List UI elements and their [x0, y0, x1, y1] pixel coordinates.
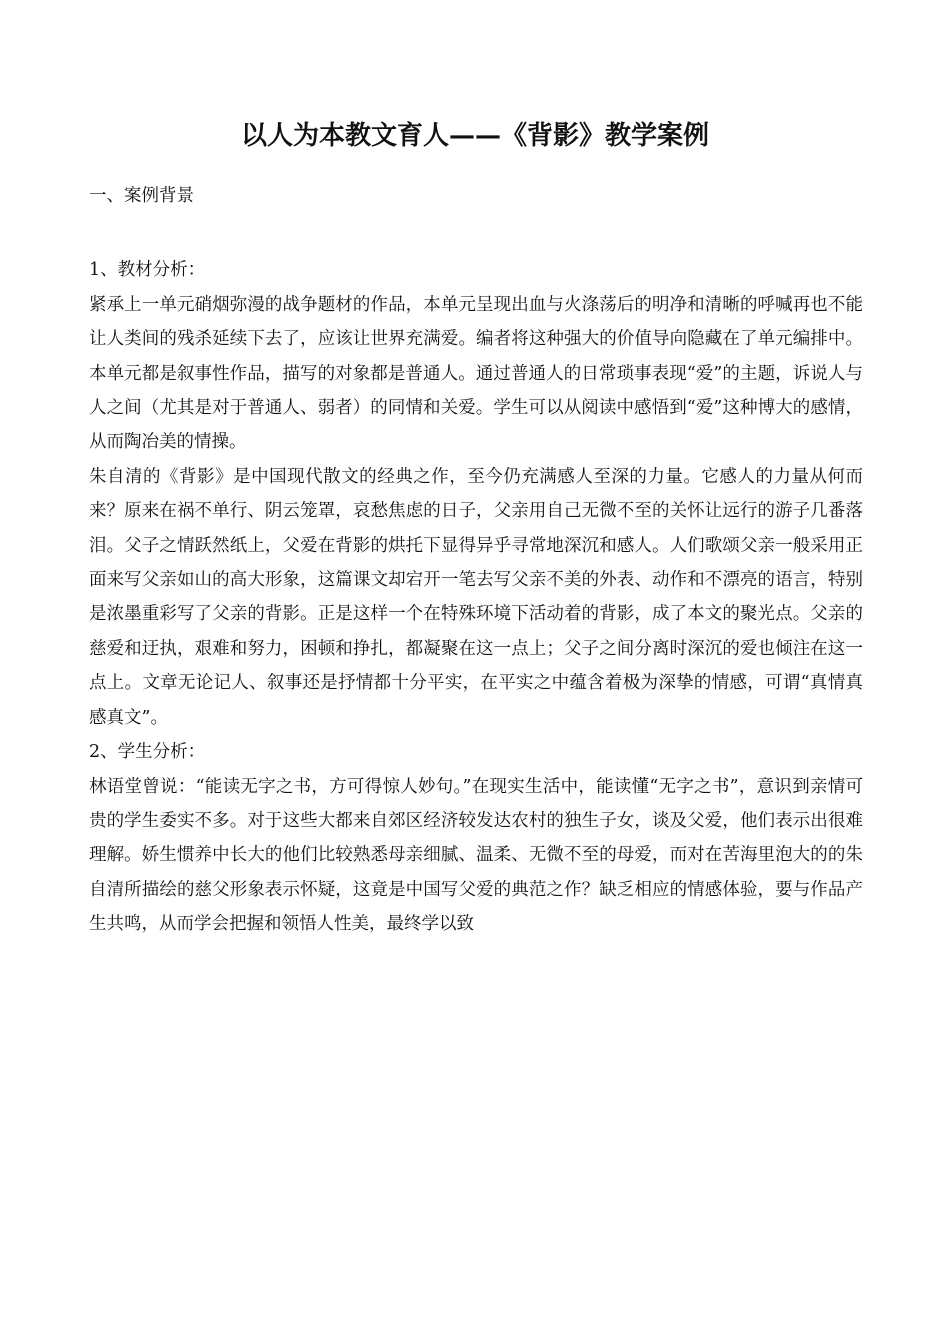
paragraph-textbook-analysis: 紧承上一单元硝烟弥漫的战争题材的作品，本单元呈现出血与火涤荡后的明净和清晰的呼喊再也不能让人类间的残杀延续下去了，应该让世界充满爱。编者将这种强大的价值导向隐藏在了单元编排中。本单元都是叙事性作品，描写的对象都是普通人。通过普通人的日常琐事表现“爱”的主题，诉说人与人之间（尤其是对于普通人、弱者）的同情和关爱。学生可以从阅读中感悟到“爱”这种博大的感情，从而陶冶美的情操。: [89, 294, 863, 453]
section-heading: 一、案例背景: [89, 186, 194, 206]
sub-heading-student-analysis: 2、学生分析：: [89, 742, 206, 763]
spacer: [89, 213, 863, 253]
paragraph-student-analysis: 林语堂曾说：“能读无字之书，方可得惊人妙句。”在现实生活中，能读懂“无字之书”，意识到亲情可贵的学生委实不多。对于这些大都来自郊区经济较发达农村的独生子女，谈及父爱，他们表示出很难理解。娇生惯养中长大的他们比较熟悉母亲细腻、温柔、无微不至的母爱，而对在苦海里泡大的的朱自清所描绘的慈父形象表示怀疑，这竟是中国写父爱的典范之作？缺乏相应的情感体验，要与作品产生共鸣，从而学会把握和领悟人性美，最终学以致: [89, 776, 863, 935]
sub-heading-textbook-analysis: 1、教材分析：: [89, 260, 206, 281]
document-body: [89, 179, 863, 942]
document-title: 以人为本教文育人——《背影》教学案例: [240, 121, 709, 151]
paragraph-beiying-analysis: 朱自清的《背影》是中国现代散文的经典之作，至今仍充满感人至深的力量。它感人的力量从何而来？原来在祸不单行、阴云笼罩，哀愁焦虑的日子，父亲用自己无微不至的关怀让远行的游子几番落泪。父子之情跃然纸上，父爱在背影的烘托下显得异乎寻常地深沉和感人。人们歌颂父亲一般采用正面来写父亲如山的高大形象，这篇课文却宕开一笔去写父亲不美的外表、动作和不漂亮的语言，特别是浓墨重彩写了父亲的背影。正是这样一个在特殊环境下活动着的背影，成了本文的聚光点。父亲的慈爱和迂执，艰难和努力，困顿和挣扎，都凝聚在这一点上；父子之间分离时深沉的爱也倾注在这一点上。文章无论记人、叙事还是抒情都十分平实，在平实之中蕴含着极为深挚的情感，可谓“真情真感真文”。: [89, 466, 863, 728]
